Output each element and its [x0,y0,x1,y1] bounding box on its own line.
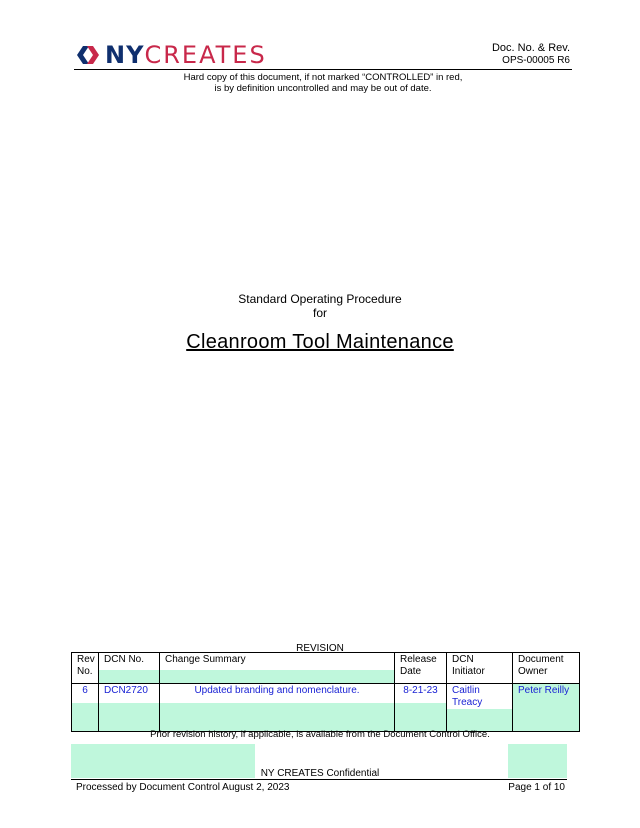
dcn-initiator-cell[interactable]: Caitlin Treacy [447,684,513,732]
header-divider [74,69,572,70]
ny-creates-logo [75,38,267,72]
release-date-cell[interactable]: 8-21-23 [395,684,447,732]
revision-table [71,652,580,732]
col-header-dcn-initiator: DCN Initiator [447,653,513,684]
document-owner-cell[interactable]: Peter Reilly [513,684,580,732]
page-number: Page 1 of 10 [508,782,565,793]
logo-ny-text: NY [105,41,145,69]
rev-no-cell[interactable]: 6 [72,684,99,732]
logo-mark-icon [75,44,101,66]
change-summary-cell[interactable]: Updated branding and nomenclature. [160,684,395,732]
col-header-document-owner: Document Owner [513,653,580,684]
processed-note: Processed by Document Control August 2, 2023 [76,782,290,793]
for-heading: for [312,306,327,320]
prior-revision-note: Prior revision history, if applicable, is available from the Document Control Office. [150,729,490,740]
col-header-dcn-no: DCN No. [99,653,160,684]
confidential-label: NY CREATES Confidential [260,768,380,779]
doc-number-label: Doc. No. & Rev. [491,42,570,54]
hardcopy-notice-line-1: Hard copy of this document, if not marked “CONTROLLED” in red, [183,72,463,83]
hardcopy-notice [74,72,572,94]
revision-caption: REVISION [296,643,344,654]
col-header-change-summary: Change Summary [160,653,395,684]
doc-number-value: OPS-00005 R6 [502,55,570,66]
hardcopy-notice-line-2: is by definition uncontrolled and may be out of date. [214,83,432,94]
footer-field-right[interactable] [508,744,567,778]
sop-heading: Standard Operating Procedure [238,292,402,306]
col-header-release-date: Release Date [395,653,447,684]
revision-header-row [72,653,580,684]
document-title: Cleanroom Tool Maintenance [186,331,454,353]
logo-creates-text: CREATES [144,41,267,69]
dcn-no-cell[interactable]: DCN2720 [99,684,160,732]
footer-divider [71,779,567,780]
col-header-rev-no: Rev No. [72,653,99,684]
table-row [72,684,580,732]
footer-field-left[interactable] [71,744,255,778]
